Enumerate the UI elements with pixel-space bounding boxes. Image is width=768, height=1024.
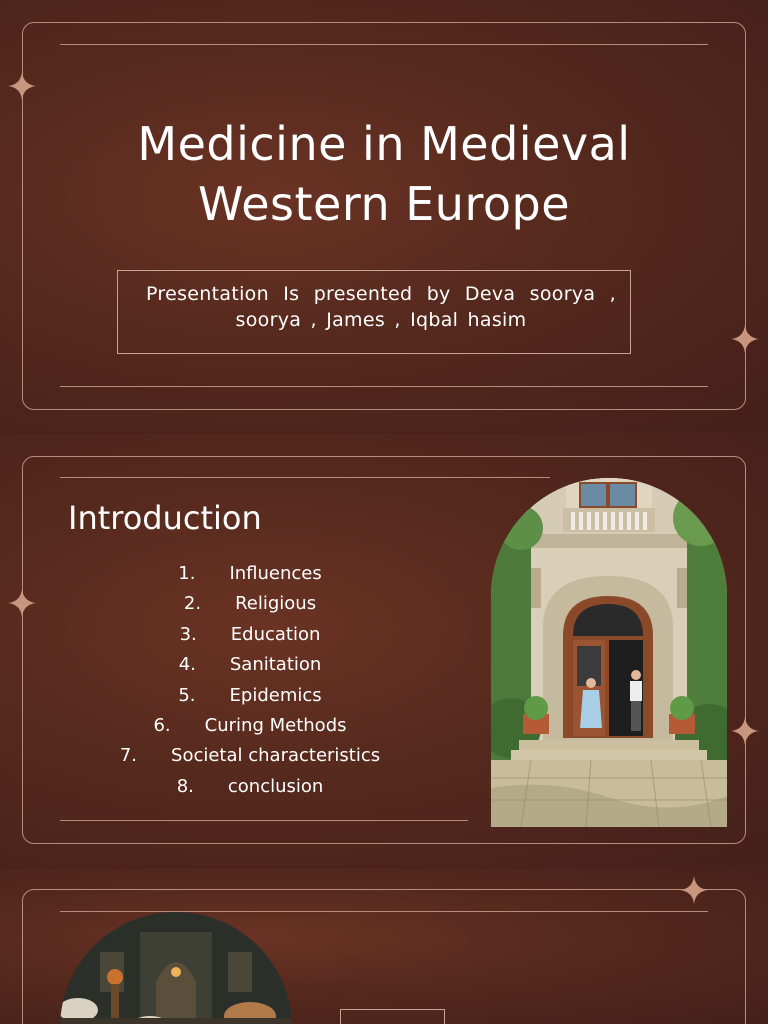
list-item: 3. Education <box>179 623 321 645</box>
slide-heading: Introduction <box>68 499 262 537</box>
presentation-title <box>60 114 708 234</box>
subtitle-box <box>117 270 631 354</box>
bottom-rule <box>60 386 708 387</box>
title-line-2: Western Europe <box>197 177 571 231</box>
list-item: 1. Influences <box>178 563 322 584</box>
text-box-outline <box>340 1009 445 1024</box>
bottom-rule <box>60 820 468 821</box>
title-line-1: Medicine in Medieval <box>137 117 631 171</box>
presenters-text: Presentation Is presented by Deva soorya , soorya , James , Iqbal hasim <box>146 283 616 331</box>
top-rule <box>60 911 708 912</box>
list-item: 2. Religious <box>183 593 317 615</box>
sparkle-icon <box>7 71 37 101</box>
sparkle-icon <box>7 588 37 618</box>
sparkle-icon <box>730 324 760 354</box>
list-item: 6. Curing Methods <box>153 714 347 736</box>
top-rule <box>60 477 550 478</box>
title-slide <box>0 0 768 432</box>
top-rule <box>60 44 708 45</box>
list-item: 4. Sanitation <box>178 654 322 676</box>
list-item: 5. Epidemics <box>178 684 322 706</box>
sparkle-icon <box>679 875 709 905</box>
list-item: 8. conclusion <box>176 775 324 797</box>
table-of-contents <box>70 559 430 802</box>
list-item: 7. Societal characteristics <box>119 745 381 767</box>
sparkle-icon <box>730 716 760 746</box>
building-photo <box>491 478 727 827</box>
